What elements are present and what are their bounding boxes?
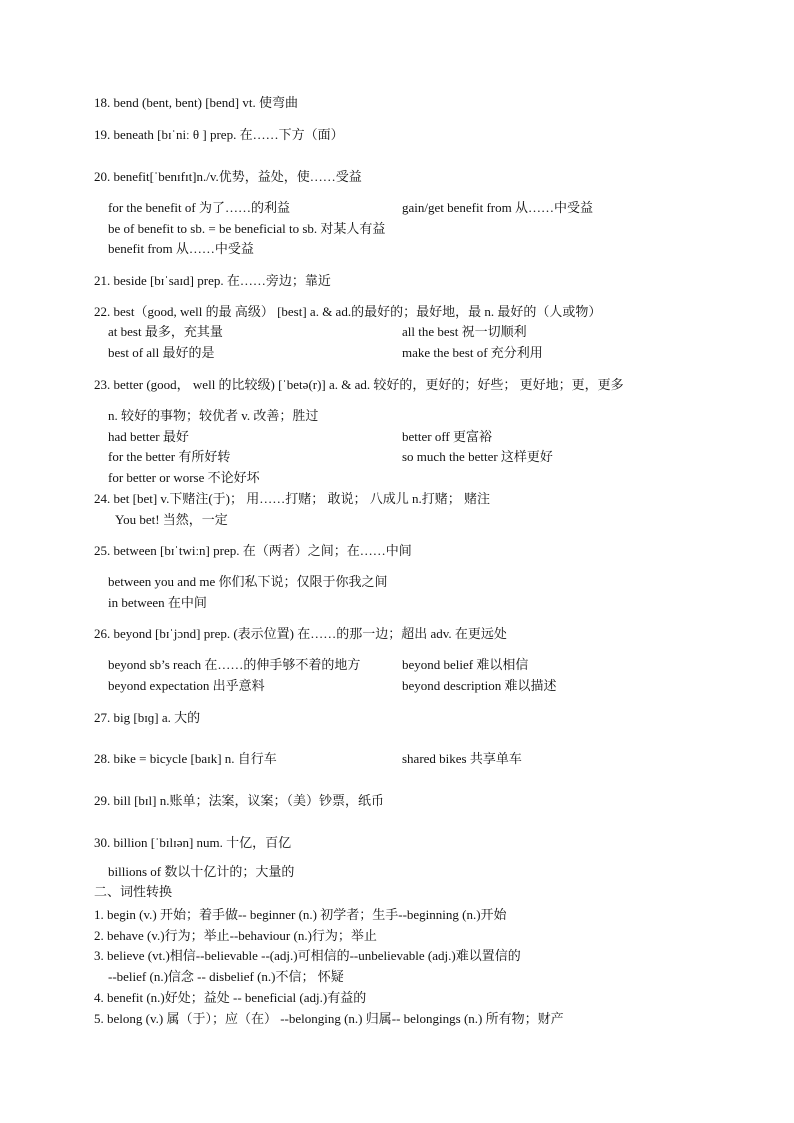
entry-26-phrase-2a: beyond expectation 出乎意料 — [108, 678, 265, 693]
entry-24-phrase-1: You bet! 当然，一定 — [115, 512, 228, 527]
entry-26-phrase-1b: beyond belief 难以相信 — [402, 657, 529, 672]
entry-21: 21. beside [bɪˈsaɪd] prep. 在……旁边；靠近 — [94, 273, 331, 288]
entry-30: 30. billion [ˈbɪlɪən] num. 十亿，百亿 — [94, 835, 292, 850]
entry-23-phrase-1a: had better 最好 — [108, 429, 189, 444]
entry-20-phrase-1b: gain/get benefit from 从……中受益 — [402, 200, 593, 215]
entry-23-phrase-2a: for the better 有所好转 — [108, 449, 231, 464]
entry-26-phrase-2b: beyond description 难以描述 — [402, 678, 557, 693]
entry-27: 27. big [bɪɡ] a. 大的 — [94, 710, 201, 725]
entry-25-phrase-2: in between 在中间 — [108, 595, 207, 610]
entry-22-phrase-1b: all the best 祝一切顺利 — [402, 324, 527, 339]
entry-25-phrase-1: between you and me 你们私下说；仅限于你我之间 — [108, 574, 388, 589]
entry-29: 29. bill [bɪl] n.账单；法案，议案；（美）钞票，纸币 — [94, 793, 384, 808]
entry-26-phrase-1a: beyond sb’s reach 在……的伸手够不着的地方 — [108, 657, 361, 672]
entry-22-phrase-1a: at best 最多，充其量 — [108, 324, 223, 339]
entry-19: 19. beneath [bɪˈniː θ ] prep. 在……下方（面） — [94, 127, 344, 142]
conversion-item: --belief (n.)信念 -- disbelief (n.)不信； 怀疑 — [108, 969, 344, 984]
conversion-item: 4. benefit (n.)好处；益处 -- beneficial (adj.)有益的 — [94, 990, 367, 1005]
entry-23-phrase-3: for better or worse 不论好坏 — [108, 470, 260, 485]
entry-20-phrase-1a: for the benefit of 为了……的利益 — [108, 200, 290, 215]
entry-20-phrase-3: benefit from 从……中受益 — [108, 241, 254, 256]
conversion-item: 1. begin (v.) 开始；着手做-- beginner (n.) 初学者；生手--beginning (n.)开始 — [94, 907, 507, 922]
entry-26: 26. beyond [bɪˈjɔnd] prep. (表示位置) 在……的那一边；超出 adv. 在更远处 — [94, 626, 507, 641]
entry-22-phrase-2b: make the best of 充分利用 — [402, 345, 543, 360]
conversion-item: 5. belong (v.) 属（于）；应（在） --belonging (n.) 归属-- belongings (n.) 所有物；财产 — [94, 1011, 564, 1026]
entry-25: 25. between [bɪˈtwiːn] prep. 在（两者）之间；在……中间 — [94, 543, 412, 558]
entry-22: 22. best（good, well 的最 高级） [best] a. & ad.的最好的；最好地，最 n. 最好的（人或物） — [94, 304, 602, 319]
entry-23-phrase-1b: better off 更富裕 — [402, 429, 493, 444]
entry-24: 24. bet [bet] v.下赌注(于)； 用……打赌； 敢说； 八成儿 n.打赌； 赌注 — [94, 491, 490, 506]
entry-20: 20. benefit[ˈbenɪfɪt]n./v.优势，益处，使……受益 — [94, 169, 362, 184]
entry-28: 28. bike = bicycle [baɪk] n. 自行车 — [94, 751, 277, 766]
entry-18: 18. bend (bent, bent) [bend] vt. 使弯曲 — [94, 95, 298, 110]
entry-22-phrase-2a: best of all 最好的是 — [108, 345, 215, 360]
entry-23: 23. better (good， well 的比较级) [ˈbetə(r)] a. & ad. 较好的，更好的；好些； 更好地；更，更多 — [94, 377, 624, 392]
entry-23-phrase-2b: so much the better 这样更好 — [402, 449, 553, 464]
entry-23-noun: n. 较好的事物；较优者 v. 改善；胜过 — [108, 408, 319, 423]
entry-28-phrase: shared bikes 共享单车 — [402, 751, 522, 766]
conversion-item: 3. believe (vt.)相信--believable --(adj.)可相信的--unbelievable (adj.)难以置信的 — [94, 948, 521, 963]
conversion-item: 2. behave (v.)行为；举止--behaviour (n.)行为；举止 — [94, 928, 377, 943]
entry-20-phrase-2: be of benefit to sb. = be beneficial to sb. 对某人有益 — [108, 221, 386, 236]
entry-30-phrase-1: billions of 数以十亿计的；大量的 — [108, 864, 295, 879]
section-2-title: 二、词性转换 — [94, 885, 173, 900]
